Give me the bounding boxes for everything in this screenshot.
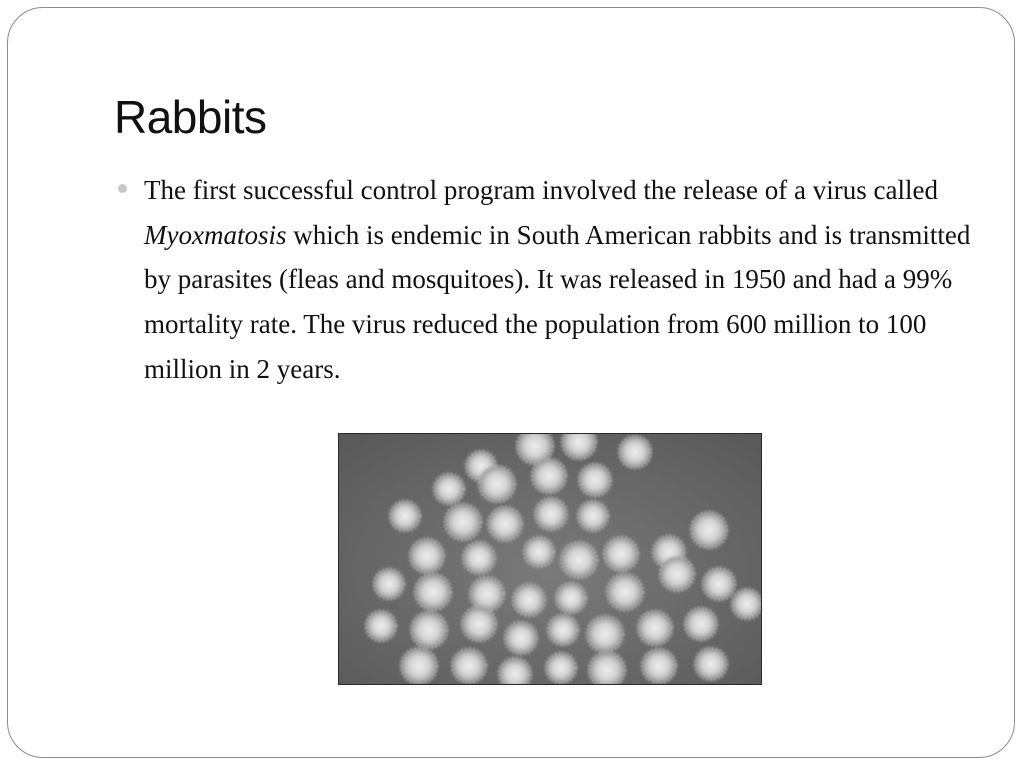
virus-particle	[410, 539, 444, 573]
virus-particle	[556, 583, 586, 613]
bullet-text-part-1: The first successful control program involved the release of a virus called	[144, 175, 938, 205]
virus-particle	[691, 512, 727, 548]
bullet-text	[144, 168, 979, 392]
virus-particle	[642, 649, 676, 683]
slide-title: Rabbits	[114, 91, 267, 143]
virus-particle	[561, 542, 597, 578]
virus-particle	[532, 459, 566, 493]
virus-particle	[452, 649, 486, 683]
virus-particle	[587, 616, 623, 652]
virus-particle	[685, 608, 717, 640]
virus-particle	[463, 542, 495, 574]
virus-particle	[524, 537, 554, 567]
virus-particle	[638, 611, 672, 645]
virus-particle	[578, 501, 608, 531]
virus-particle	[660, 557, 694, 591]
virus-particle	[366, 611, 396, 641]
virus-particle	[434, 474, 464, 504]
virus-particle	[505, 622, 537, 654]
bullet-text-part-2: which is endemic in South American rabbits and is transmitted by parasites (fleas and mosquitoes). It was released in 1950 and had a 99% mortality rate. The virus reduced the population from 600 million to 100 million in 2 years.	[144, 219, 971, 384]
virus-particle	[374, 569, 404, 599]
virus-particle	[445, 504, 481, 540]
virus-particle	[401, 648, 437, 684]
virus-particle	[479, 466, 515, 502]
virus-particle	[546, 653, 576, 683]
virus-particle	[462, 607, 496, 641]
virus-particle	[579, 464, 611, 496]
virus-particle	[411, 612, 447, 648]
virus-particle	[548, 615, 578, 645]
virus-particle	[470, 577, 504, 611]
bullet-dot-icon	[118, 184, 127, 193]
virus-particle	[619, 436, 651, 468]
virus-particle	[488, 507, 522, 541]
virus-particle	[695, 648, 727, 680]
virus-particle	[415, 574, 451, 610]
virus-particle	[732, 589, 762, 619]
virus-particle	[703, 568, 735, 600]
virus-particle	[390, 501, 420, 531]
virus-particle	[535, 498, 567, 530]
virus-micrograph-image	[338, 433, 762, 685]
virus-particle	[513, 584, 545, 616]
virus-particle	[604, 537, 638, 571]
virus-name: Myoxmatosis	[144, 219, 287, 250]
virus-particle	[607, 574, 643, 610]
